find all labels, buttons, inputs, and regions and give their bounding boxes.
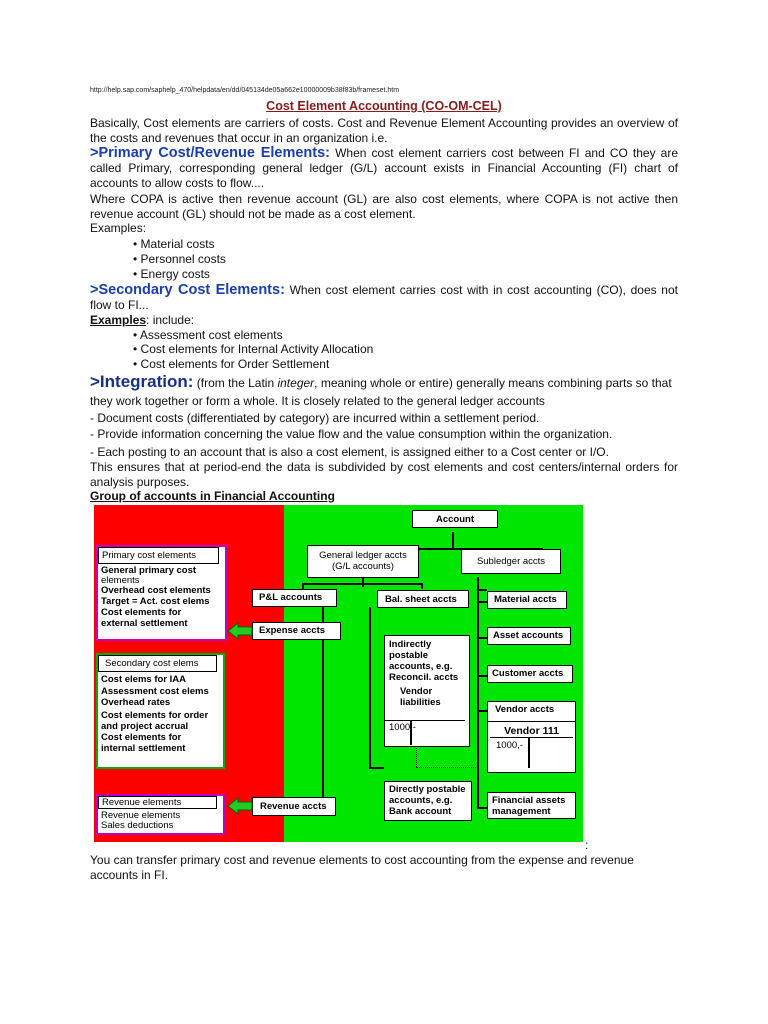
pl-accounts-box: P&L accounts bbox=[252, 589, 337, 607]
financial-assets-box: Financial assets management bbox=[487, 792, 576, 819]
list-item: • Cost elements for Internal Activity Allocation bbox=[133, 342, 374, 356]
secondary-section bbox=[90, 283, 678, 313]
secondary-cost-elements-group: Secondary cost elems Cost elems for IAA Assessment cost elems Overhead rates Cost elements for order and project accrual Cost elements for internal settlement bbox=[96, 653, 225, 769]
copa-paragraph: Where COPA is active then revenue account (GL) are also cost elements, where COPA is not active then revenue account (GL) should not be made as a cost element. bbox=[90, 192, 678, 221]
asset-accounts-box: Asset accounts bbox=[487, 627, 571, 645]
list-item: • Assessment cost elements bbox=[133, 328, 283, 342]
secondary-examples-label: Examples: include: bbox=[90, 313, 195, 327]
direct-accounts-box: Directly postable accounts, e.g. Bank account bbox=[384, 781, 472, 821]
list-item: • Personnel costs bbox=[133, 252, 226, 266]
secondary-heading: >Secondary Cost Elements: bbox=[90, 282, 285, 298]
amount-indirect: 1000,- bbox=[389, 722, 416, 733]
revenue-elements-group: Revenue elements Revenue elements Sales deductions bbox=[96, 794, 225, 835]
primary-section bbox=[90, 146, 678, 191]
list-item: • Material costs bbox=[133, 237, 215, 251]
arrow-left-icon bbox=[227, 797, 253, 815]
intro-paragraph: Basically, Cost elements are carriers of costs. Cost and Revenue Element Accounting provides an overview of the costs and revenues that occur in an organization i.e. bbox=[90, 116, 678, 145]
accounts-diagram bbox=[94, 505, 583, 842]
vendor-liabilities-label: Vendor bbox=[400, 686, 433, 697]
balance-sheet-box: Bal. sheet accts bbox=[377, 590, 469, 608]
integration-point-1: - Document costs (differentiated by category) are incurred within a settlement period. bbox=[90, 411, 540, 425]
integration-heading: >Integration: bbox=[90, 372, 194, 391]
source-url[interactable]: http://help.sap.com/saphelp_470/helpdata/en/dd/045134de05a662e10000009b38f83b/frameset.htm bbox=[90, 87, 400, 94]
primary-text: When cost element carriers cost between FI and CO they are called Primary, corresponding general ledger (G/L) account exists in Financial Accounting (FI) chart of accounts to allow costs to flow.... bbox=[90, 146, 678, 190]
amount-vendor: 1000,- bbox=[496, 740, 523, 751]
secondary-text: When cost element carries cost with in cost accounting (CO), does not flow to FI... bbox=[90, 283, 678, 312]
integration-point-3: - Each posting to an account that is also a cost element, is assigned either to a Cost center or I/O. bbox=[90, 445, 609, 459]
primary-heading: >Primary Cost/Revenue Elements: bbox=[90, 145, 331, 161]
indirect-accounts-box: Indirectly postable accounts, e.g. Reconcil. accts Vendor liabilities 1000,- bbox=[384, 635, 470, 747]
closing-paragraph: You can transfer primary cost and revenue elements to cost accounting from the expense and revenue accounts in FI. bbox=[90, 853, 634, 882]
material-accts-box: Material accts bbox=[487, 591, 567, 609]
integration-point-2: - Provide information concerning the value flow and the value consumption within the organization. bbox=[90, 427, 613, 441]
list-item: • Energy costs bbox=[133, 267, 210, 281]
expense-accts-box: Expense accts bbox=[252, 622, 341, 640]
customer-accts-box: Customer accts bbox=[487, 665, 573, 683]
ensures-paragraph: This ensures that at period-end the data is subdivided by cost elements and cost centers/internal orders for analysis purposes. bbox=[90, 460, 678, 489]
primary-cost-elements-group: Primary cost elements General primary cost elements Overhead cost elements Target = Act. cost elems Cost elements for external settlement bbox=[96, 545, 227, 641]
account-box: Account bbox=[412, 510, 498, 528]
colon-mark: : bbox=[585, 838, 589, 852]
gl-accounts-box: General ledger accts (G/L accounts) bbox=[307, 545, 419, 578]
arrow-left-icon bbox=[227, 622, 253, 640]
list-item: • Cost elements for Order Settlement bbox=[133, 357, 330, 371]
subledger-box: Subledger accts bbox=[461, 549, 561, 574]
integration-section: >Integration: (from the Latin integer, meaning whole or entire) generally means combining parts so that they work together or form a whole. It is closely related to the general ledger accounts bbox=[90, 372, 672, 408]
diagram-title: Group of accounts in Financial Accounting bbox=[90, 489, 335, 503]
revenue-accts-box: Revenue accts bbox=[252, 797, 336, 816]
vendor-accts-box: Vendor accts Vendor 111 1000,- bbox=[487, 701, 576, 773]
page-title: Cost Element Accounting (CO-OM-CEL) bbox=[266, 99, 502, 113]
vendor-111-label: Vendor 111 bbox=[490, 726, 573, 738]
primary-examples-label: Examples: bbox=[90, 221, 147, 235]
